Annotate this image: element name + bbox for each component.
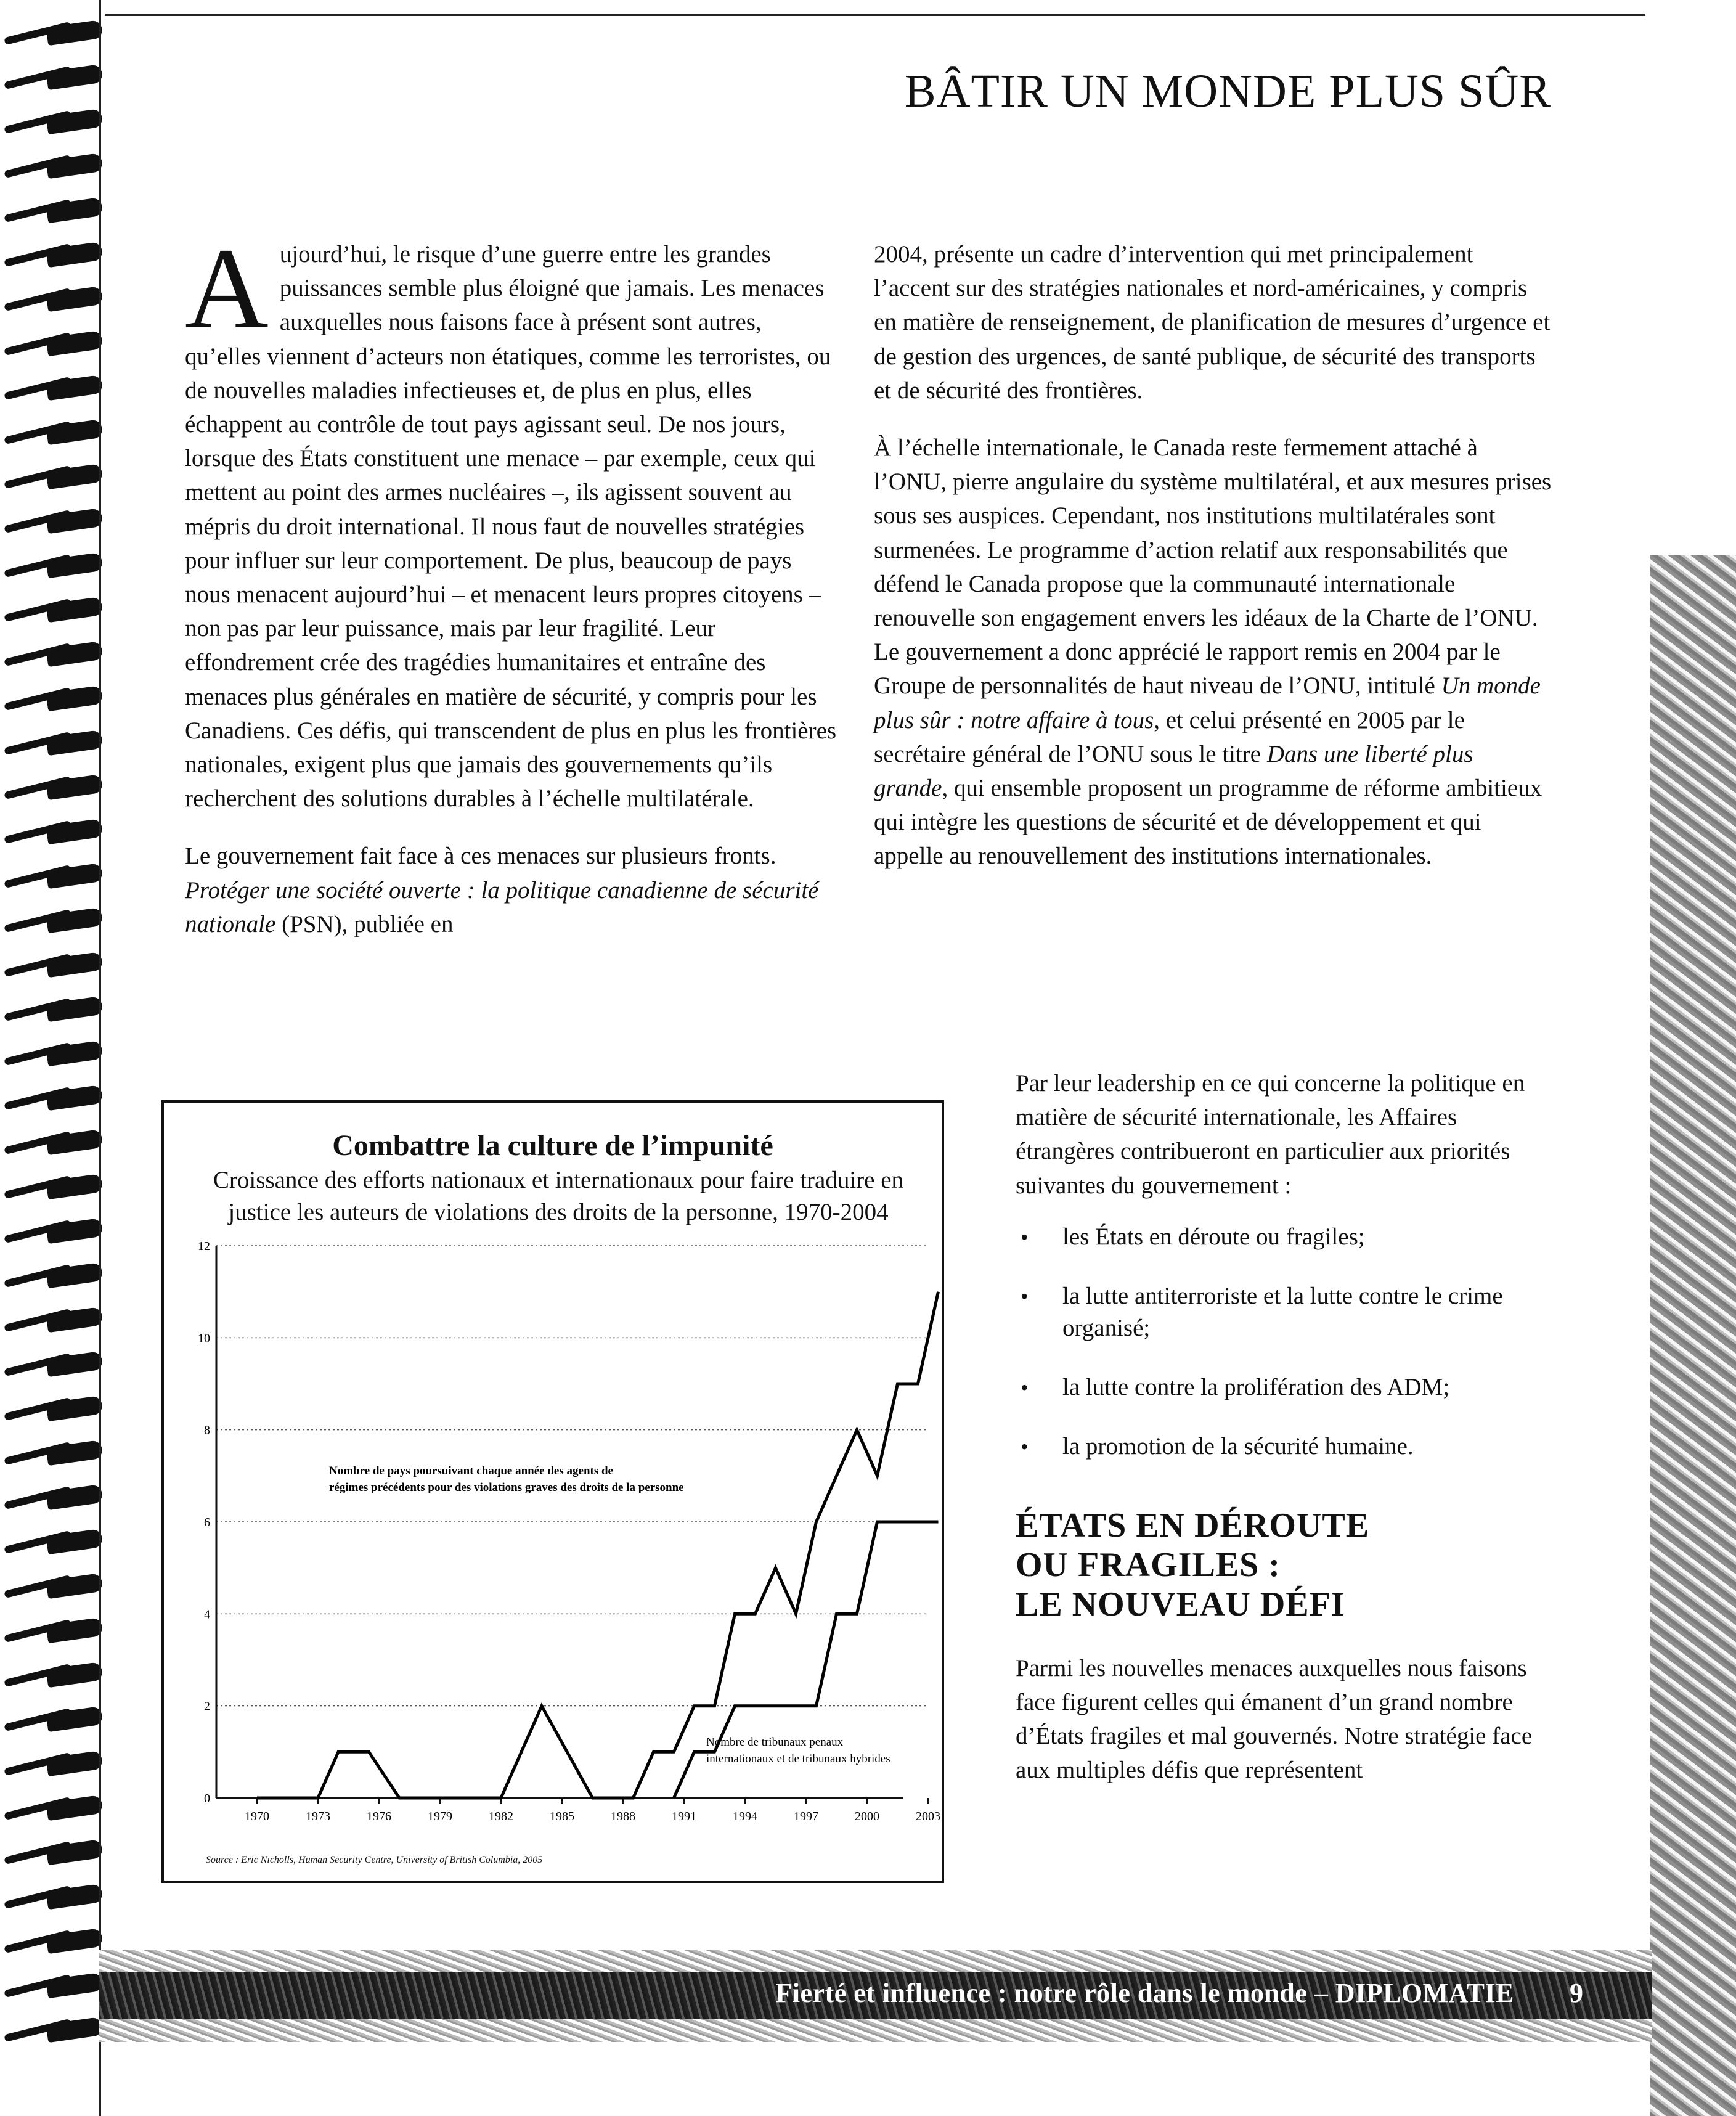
bullet-icon: •: [1021, 1224, 1029, 1249]
intro-text: ujourd’hui, le risque d’une guerre entre les grandes puissances semble plus éloigné que jamais. Les menaces auxquelles nous faisons face à présent sont autres, qu’elles viennent d’acteurs non étatiques, comme les terroristes, ou de nouvelles maladies infectieuses et, de plus en plus, elles échappent au contrôle de tout pays agissant seul. De nos jours, lorsque des États constituent une menace – par exemple, ceux qui mettent au point des armes nucléaires –, ils agissent souvent au mépris du droit international. Il nous faut de nouvelles stratégies pour influer sur leur comportement. De plus, beaucoup de pays nous menacent aujourd’hui – et menacent leurs propres citoyens – non pas par leur puissance, mais par leur fragilité. Leur effondrement crée des tragédies humanitaires et entraîne des menaces plus générales en matière de sécurité, y compris pour les Canadiens. Ces défis, qui transcendent de plus en plus les frontières nationales, exigent plus que jamais des gouvernements qu’ils recherchent des solutions durables à l’échelle multilatérale.: [185, 241, 837, 812]
binding-ring: [4, 1355, 102, 1376]
binding-ring: [4, 955, 102, 976]
priority-item: [1016, 1221, 1546, 1253]
x-tick-label: 1991: [672, 1810, 696, 1823]
report-title-2: Dans une liberté plus grande: [874, 740, 1473, 802]
page-top-edge: [105, 14, 1645, 16]
binding-ring: [4, 201, 102, 222]
binding-ring: [4, 1310, 102, 1331]
binding-ring: [4, 778, 102, 799]
fragile-states-paragraph: Parmi les nouvelles menaces auxquelles nous faisons face figurent celles qui émanent d’un grand nombre d’États fragiles et mal gouvernés. Notre stratégie face aux multiples défis que représentent: [1016, 1654, 1533, 1784]
onu-text-a: À l’échelle internationale, le Canada reste fermement attaché à l’ONU, pierre angulaire du système multilatéral, et aux mesures prises sous ses auspices. Cependant, nos institutions multilatérales sont surmenées. Le programme d’action relatif aux responsabilités que défend le Canada propose que la communauté internationale renouvelle son engagement envers les idéaux de la Charte de l’ONU. Le gouvernement a donc apprécié le rapport remis en 2004 par le Groupe de personnalités de haut niveau de l’ONU, intitulé: [874, 435, 1552, 700]
binding-ring: [4, 1000, 102, 1021]
priority-text: la promotion de la sécurité humaine.: [1062, 1432, 1414, 1460]
y-tick-label: 8: [204, 1423, 210, 1437]
page-title: BÂTIR UN MONDE PLUS SÛR: [904, 65, 1551, 117]
binding-ring: [4, 378, 102, 399]
binding-ring: [4, 467, 102, 488]
right-lower-column: [1016, 1066, 1546, 1787]
x-tick-label: 2000: [855, 1810, 879, 1823]
page-number: 9: [1570, 1978, 1583, 2008]
binding-ring: [4, 1044, 102, 1065]
binding-ring: [4, 1665, 102, 1686]
priority-text: les États en déroute ou fragiles;: [1062, 1223, 1365, 1250]
binding-ring: [4, 1577, 102, 1598]
series-line-1: [257, 1292, 939, 1798]
x-tick-label: 1994: [733, 1810, 757, 1823]
binding-ring: [4, 1887, 102, 1908]
govt-fronts-paragraph: [185, 839, 838, 941]
spiral-binding: [0, 0, 111, 2116]
psn-title: Protéger une société ouverte : la politique canadienne de sécurité nationale: [185, 876, 819, 937]
binding-ring: [4, 1621, 102, 1642]
onu-paragraph: [874, 431, 1552, 873]
bullet-icon: •: [1021, 1375, 1029, 1400]
binding-ring: [4, 1488, 102, 1509]
section-heading-line: ÉTATS EN DÉROUTE: [1016, 1506, 1370, 1545]
x-tick-label: 1976: [367, 1810, 391, 1823]
binding-ring: [4, 645, 102, 666]
y-tick-label: 0: [204, 1792, 210, 1805]
bullet-icon: •: [1021, 1434, 1029, 1459]
leadership-paragraph: Par leur leadership en ce qui concerne la politique en matière de sécurité internationale, les Affaires étrangères contribueront en particulier aux priorités suivantes du gouvernement :: [1016, 1070, 1525, 1199]
x-tick-label: 1979: [428, 1810, 452, 1823]
page-right-blank: [1650, 0, 1736, 555]
y-tick-label: 6: [204, 1516, 210, 1529]
x-tick-label: 1997: [794, 1810, 818, 1823]
priority-item: [1016, 1431, 1546, 1463]
govt-fronts-end: (PSN), publiée en: [275, 910, 454, 937]
section-heading-line: OU FRAGILES :: [1016, 1545, 1281, 1584]
binding-ring: [4, 1089, 102, 1109]
right-column: [874, 237, 1552, 873]
left-column: [185, 224, 838, 941]
binding-ring: [4, 911, 102, 932]
chart-annotation: régimes précédents pour des violations graves des droits de la personne: [329, 1481, 684, 1494]
binding-ring: [4, 423, 102, 444]
footer-text: Fierté et influence : notre rôle dans le monde – DIPLOMATIE: [775, 1978, 1514, 2008]
binding-ring: [4, 1266, 102, 1287]
binding-ring: [4, 1799, 102, 1820]
x-tick-label: 1985: [550, 1810, 574, 1823]
binding-ring: [4, 1399, 102, 1420]
chart-source: Source : Eric Nicholls, Human Security Centre, University of British Columbia, 2005: [206, 1855, 543, 1865]
x-tick-label: 1970: [245, 1810, 269, 1823]
priority-text: la lutte contre la prolifération des ADM;: [1062, 1373, 1450, 1400]
chart-annotation: Nombre de pays poursuivant chaque année des agents de: [329, 1464, 613, 1477]
binding-ring: [4, 2020, 102, 2041]
priority-item: [1016, 1371, 1546, 1403]
y-tick-label: 2: [204, 1699, 210, 1714]
section-heading-line: LE NOUVEAU DÉFI: [1016, 1585, 1345, 1624]
binding-ring: [4, 1177, 102, 1198]
binding-ring: [4, 1843, 102, 1864]
chart-subtitle: Croissance des efforts nationaux et internationaux pour faire traduire en justice les auteurs de violations des droits de la personne, 1970-2004: [213, 1167, 904, 1225]
binding-ring: [4, 1222, 102, 1243]
x-tick-label: 1988: [611, 1810, 635, 1823]
y-tick-label: 12: [198, 1240, 210, 1253]
section-heading: [1016, 1506, 1546, 1624]
binding-ring: [4, 689, 102, 710]
report-title-1: Un monde plus sûr : notre affaire à tous: [874, 672, 1541, 733]
intro-paragraph: [185, 224, 838, 815]
chart-title: Combattre la culture de l’impunité: [332, 1129, 773, 1162]
govt-fronts-text: Le gouvernement fait face à ces menaces sur plusieurs fronts.: [185, 843, 776, 870]
binding-ring: [4, 334, 102, 355]
binding-ring: [4, 1710, 102, 1731]
binding-ring: [4, 867, 102, 888]
binding-ring: [4, 157, 102, 178]
onu-text-c: , qui ensemble proposent un programme de réforme ambitieux qui intègre les questions de sécurité et de développement et qui appelle au renouvellement des institutions internationales.: [874, 775, 1542, 870]
x-tick-label: 1982: [489, 1810, 513, 1823]
binding-ring: [4, 512, 102, 533]
binding-ring: [4, 822, 102, 843]
priority-list: [1016, 1221, 1546, 1463]
binding-ring: [4, 1932, 102, 1953]
binding-ring: [4, 68, 102, 89]
binding-ring: [4, 1754, 102, 1775]
binding-ring: [4, 112, 102, 133]
drop-cap: A: [185, 224, 269, 353]
bullet-icon: •: [1021, 1283, 1029, 1309]
chart-box: [161, 1100, 944, 1883]
binding-ring: [4, 245, 102, 266]
onu-text-b: , et celui présenté en 2005 par le secrétaire général de l’ONU sous le titre: [874, 706, 1465, 767]
binding-ring: [4, 556, 102, 577]
binding-ring: [4, 1133, 102, 1154]
framework-paragraph: 2004, présente un cadre d’intervention qui met principalement l’accent sur des stratégies nationales et nord-américaines, y compris en matière de renseignement, de planification de mesures d’urgence et de gestion des urgences, de santé publique, de sécurité des transports et de sécurité des frontières.: [874, 241, 1551, 404]
binding-ring: [4, 290, 102, 311]
chart-annotation: internationaux et de tribunaux hybrides: [706, 1752, 890, 1765]
binding-ring: [4, 600, 102, 621]
binding-ring: [4, 1532, 102, 1553]
binding-ring: [4, 1976, 102, 1997]
x-tick-label: 2003: [916, 1810, 940, 1823]
y-tick-label: 10: [198, 1331, 210, 1346]
binding-ring: [4, 1444, 102, 1464]
chart-annotation: Nombre de tribunaux penaux: [706, 1736, 844, 1749]
priority-item: [1016, 1280, 1546, 1344]
binding-ring: [4, 733, 102, 754]
x-tick-label: 1973: [306, 1810, 330, 1823]
priority-text: la lutte antiterroriste et la lutte contre le crime organisé;: [1062, 1282, 1503, 1341]
binding-ring: [4, 23, 102, 44]
y-tick-label: 4: [204, 1607, 210, 1622]
